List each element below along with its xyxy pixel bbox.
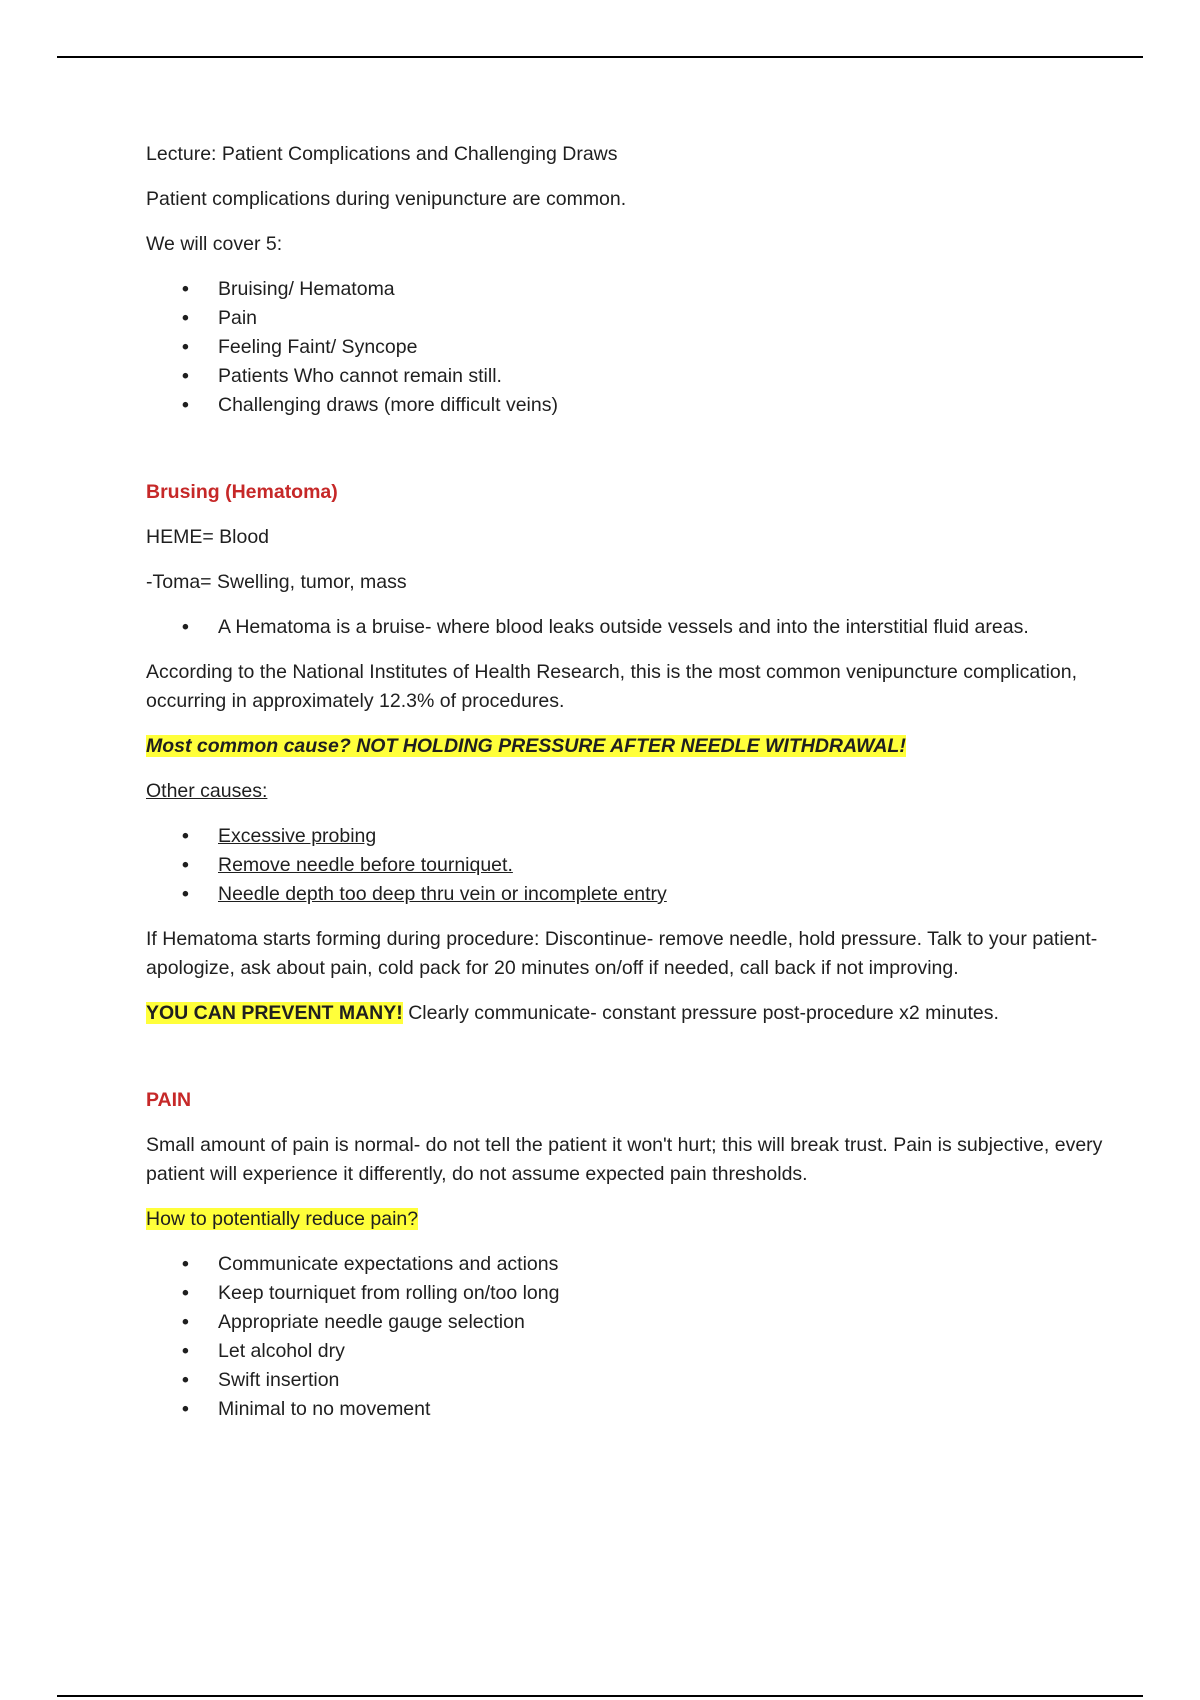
prevention-line (146, 999, 1106, 1028)
bruising-heading: Brusing (Hematoma) (146, 481, 338, 503)
list-item-text: Excessive probing (218, 825, 377, 847)
list-item: • Let alcohol dry (218, 1337, 1106, 1366)
other-causes-label (146, 777, 1106, 806)
toma-definition: -Toma= Swelling, tumor, mass (146, 571, 407, 593)
most-common-cause (146, 732, 1106, 761)
reduce-pain-label (146, 1205, 1106, 1234)
list-item: • Challenging draws (more difficult veins) (218, 391, 1106, 420)
list-item: • Patients Who cannot remain still. (218, 362, 1106, 391)
list-item: • Communicate expectations and actions (218, 1250, 1106, 1279)
list-item: • Pain (218, 304, 1106, 333)
lecture-title: Lecture: Patient Complications and Challenging Draws (146, 143, 618, 165)
cover-count-line: We will cover 5: (146, 233, 283, 255)
reduce-pain-list (146, 1250, 1106, 1424)
hematoma-forming-paragraph: If Hematoma starts forming during procedure: Discontinue- remove needle, hold pressure. Talk to your patient- apologize, ask about pain, cold pack for 20 minutes on/off if needed, call back if not improving. (146, 928, 1098, 979)
list-item-text: Remove needle before tourniquet. (218, 854, 513, 876)
list-item: • Minimal to no movement (218, 1395, 1106, 1424)
footer-rule (57, 1695, 1143, 1697)
list-item: • Swift insertion (218, 1366, 1106, 1395)
list-item: • Appropriate needle gauge selection (218, 1308, 1106, 1337)
list-item: • Feeling Faint/ Syncope (218, 333, 1106, 362)
section-spacer (146, 1044, 1106, 1086)
prevention-text: Clearly communicate- constant pressure post-procedure x2 minutes. (402, 1002, 999, 1024)
hematoma-bullet-list (146, 613, 1106, 642)
list-item: • Keep tourniquet from rolling on/too long (218, 1279, 1106, 1308)
topics-list (146, 275, 1106, 420)
document-page (146, 140, 1106, 1440)
list-item (218, 851, 1106, 880)
pain-paragraph: Small amount of pain is normal- do not tell the patient it won't hurt; this will break trust. Pain is subjective, every patient will experience it differently, do not assume expected pain thresholds. (146, 1134, 1103, 1185)
list-item (218, 822, 1106, 851)
highlighted-cause: Most common cause? NOT HOLDING PRESSURE AFTER NEEDLE WITHDRAWAL! (146, 735, 906, 757)
list-item: • A Hematoma is a bruise- where blood leaks outside vessels and into the interstitial fluid areas. (218, 613, 1106, 642)
intro-line: Patient complications during venipuncture are common. (146, 188, 627, 210)
list-item (218, 880, 1106, 909)
other-causes-text: Other causes: (146, 780, 268, 802)
section-spacer (146, 436, 1106, 478)
list-item: • Bruising/ Hematoma (218, 275, 1106, 304)
pain-heading: PAIN (146, 1089, 192, 1111)
list-item-text: Needle depth too deep thru vein or incomplete entry (218, 883, 667, 905)
nih-paragraph: According to the National Institutes of Health Research, this is the most common venipuncture complication, occurring in approximately 12.3% of procedures. (146, 661, 1078, 712)
header-rule (57, 56, 1143, 58)
prevention-highlight: YOU CAN PREVENT MANY! (146, 1002, 403, 1024)
other-causes-list (146, 822, 1106, 909)
reduce-pain-highlight: How to potentially reduce pain? (146, 1208, 419, 1230)
heme-definition: HEME= Blood (146, 526, 270, 548)
